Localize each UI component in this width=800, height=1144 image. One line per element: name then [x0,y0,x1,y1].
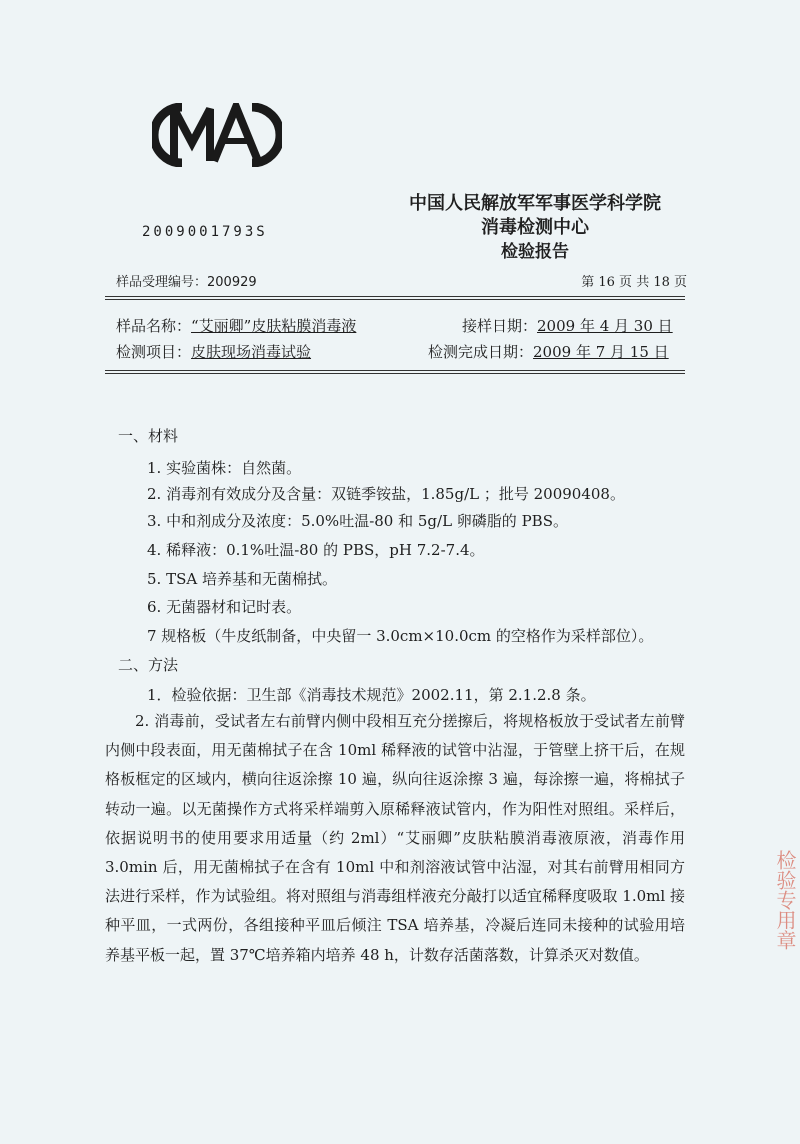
acceptance-number [116,271,257,290]
method-procedure [105,707,685,970]
method-procedure-text: 2. 消毒前，受试者左右前臂内侧中段相互充分搓擦后，将规格板放于受试者左前臂内侧中段表面，用无菌棉拭子在含 10ml 稀释液的试管中沾湿，于管壁上挤干后，在规格板框定的区域内，横向往返涂擦 10 遍，纵向往返涂擦 3 遍，每涂擦一遍，将棉拭子转动一遍。以无菌操作方式将采样端剪入原稀释液试管内，作为阳性对照组。采样后，依据说明书的使用要求用适量（约 2ml）“艾丽卿”皮肤粘膜消毒液原液，消毒作用 3.0min 后，用无菌棉拭子在含有 10ml 中和剂溶液试管中沾湿，对其右前臂用相同方法进行采样，作为试验组。将对照组与消毒组样液充分敲打以适宜稀释度吸取 1.0ml 接种平皿，一式两份，各组接种平皿后倾注 TSA 培养基，冷凝后连同未接种的试验用培养基平板一起，置 37℃培养箱内培养 48 h，计数存活菌落数，计算杀灭对数值。 [105,712,685,964]
material-item: 1. 实验菌株：自然菌。 [147,459,302,477]
test-item-row [116,342,311,362]
divider [105,370,685,371]
report-title: 检验报告 [501,242,569,262]
method-basis: 1．检验依据：卫生部《消毒技术规范》2002.11，第 2.1.2.8 条。 [147,686,596,704]
sample-name-label: 样品名称： [116,317,192,335]
material-item: 2. 消毒剂有效成分及含量：双链季铵盐，1.85g/L ；批号 20090408。 [147,485,625,503]
certificate-number: 2009001793S [142,224,268,240]
organization-center: 消毒检测中心 [481,217,589,238]
organization-block [380,192,690,264]
receive-date-row [462,316,673,336]
divider [105,296,685,297]
receive-date-value: 2009 年 4 月 30 日 [537,317,673,335]
material-item: 7 规格板（牛皮纸制备，中央留一 3.0cm×10.0cm 的空格作为采样部位）。 [147,627,654,645]
organization-name: 中国人民解放军军事医学科学院 [409,193,661,214]
material-item: 3. 中和剂成分及浓度：5.0%吐温-80 和 5g/L 卵磷脂的 PBS。 [147,512,568,530]
cma-logo [152,103,282,167]
complete-date-label: 检测完成日期： [428,343,534,361]
seal-stamp: 检验专用章 [773,850,797,950]
acceptance-label: 样品受理编号： [116,275,208,290]
complete-date-row [428,342,669,362]
methods-heading: 二、方法 [118,656,179,674]
acceptance-value: 200929 [207,275,257,290]
complete-date-value: 2009 年 7 月 15 日 [533,343,669,361]
divider [105,373,685,374]
divider [105,299,685,300]
page-info: 第 16 页 共 18 页 [581,275,687,290]
test-item-label: 检测项目： [116,343,192,361]
receive-date-label: 接样日期： [462,317,538,335]
materials-heading: 一、材料 [118,427,179,445]
material-item: 6. 无菌器材和记时表。 [147,598,302,616]
test-item-value: 皮肤现场消毒试验 [191,343,312,361]
material-item: 5. TSA 培养基和无菌棉拭。 [147,570,337,588]
sample-name-value: “艾丽卿”皮肤粘膜消毒液 [191,317,357,335]
material-item: 4. 稀释液：0.1%吐温-80 的 PBS，pH 7.2-7.4。 [147,541,485,559]
sample-name-row [116,316,356,336]
